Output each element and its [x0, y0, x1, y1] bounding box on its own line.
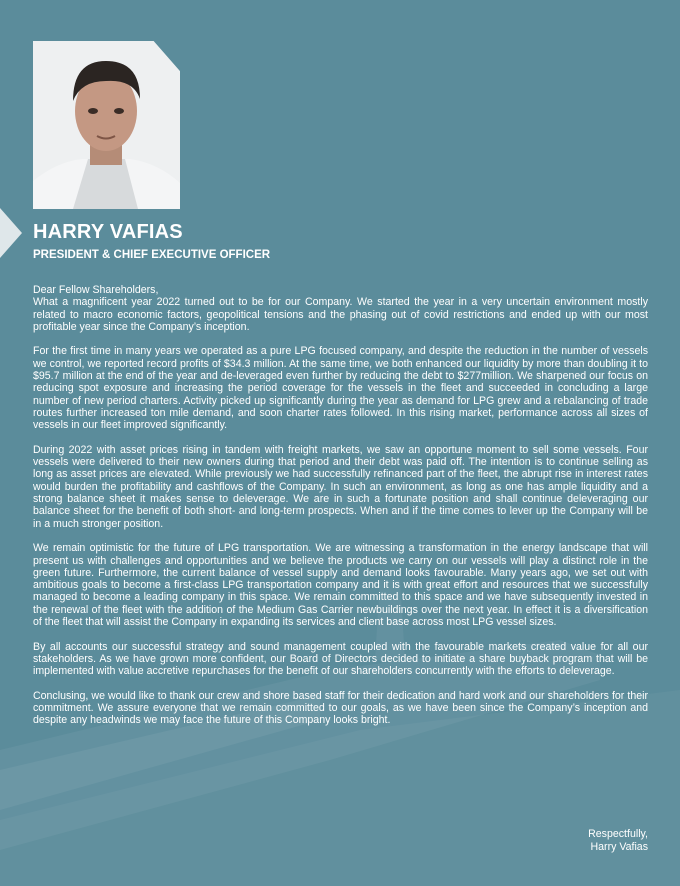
shareholder-letter	[33, 284, 648, 739]
author-portrait	[33, 41, 180, 209]
letter-closing: Respectfully,	[588, 828, 648, 840]
letter-paragraph: Conclusing, we would like to thank our crew and shore based staff for their dedication and hard work and our shareholders for their commitment. We assure everyone that we remain committed to our goals, as we have been since the Company’s inception and despite any headwinds we may face the future of this Company looks bright.	[33, 689, 648, 727]
letter-paragraph: By all accounts our successful strategy and sound management coupled with the favourable markets created value for all our stakeholders. As we have grown more confident, our Board of Directors decided to initiate a share buyback program that will be implemented with value accretive repurchases for the benefit of our shareholders concurrently with the efforts to deleverage.	[33, 640, 648, 678]
letter-paragraph: What a magnificent year 2022 turned out to be for our Company. We started the year in a very uncertain environment mostly related to macro economic factors, geopolitical tensions and the phasing out of covid restrictions and ended up with our most profitable year since the Company’s inception.	[33, 296, 648, 333]
letter-greeting: Dear Fellow Shareholders,	[33, 284, 159, 296]
letter-paragraph: We remain optimistic for the future of LPG transportation. We are witnessing a transformation in the energy landscape that will present us with challenges and opportunities and we believe the products we carry on our vessels will play a distinct role in the green future. Furthermore, the current balance of vessel supply and demand looks favourable. Many years ago, we set out with ambitious goals to become a first-class LPG transportation company and it is with great effort and resources that we successfully managed to become a leading company in this space. We remain committed to this space and we have subsequently invested in the renewal of the fleet with the addition of the Medium Gas Carrier newbuildings over the next year. In effect it is a diversification of the fleet that will assist the Company in expanding its services and client base across most LPG vessel sizes.	[33, 542, 648, 629]
accent-triangle	[0, 208, 22, 258]
author-title: PRESIDENT & CHIEF EXECUTIVE OFFICER	[33, 249, 271, 261]
letter-signature: Harry Vafias	[590, 841, 648, 853]
letter-paragraph: During 2022 with asset prices rising in tandem with freight markets, we saw an opportune moment to sell some vessels. Four vessels were delivered to their new owners during that period and their debt was paid off. The intention is to continue selling as long as asset prices are elevated. While previously we had successfully refinanced part of the fleet, the abrupt rise in interest rates would burden the profitability and cashflows of the Company. In such an environment, as long as one has ample liquidity and a strong balance sheet it makes sense to deleverage. We are in such a fortunate position and shall continue deleveraging our balance sheet for the benefit of both short- and long-term prospects. When and if the time comes to lever up the Company will be in a much stronger position.	[33, 443, 648, 530]
letter-paragraph: For the first time in many years we operated as a pure LPG focused company, and despite the reduction in the number of vessels we control, we reported record profits of $34.3 million. At the same time, we both enhanced our liquidity by more than doubling it to $95.7 million at the end of the year and de-leveraged even further by reducing the debt to $277million. We sharpened our focus on reducing spot exposure and increasing the period coverage for the vessels in the fleet and succeeded in concluding a large number of new period charters. Activity picked up significantly during the year as demand for LPG grew and a rebalancing of trade routes further increased ton mile demand, and soon charter rates followed. In this rising market, performance across all sizes of vessels in our fleet improved significantly.	[33, 345, 648, 432]
letter-signoff	[588, 828, 648, 854]
author-name: HARRY VAFIAS	[33, 221, 183, 243]
